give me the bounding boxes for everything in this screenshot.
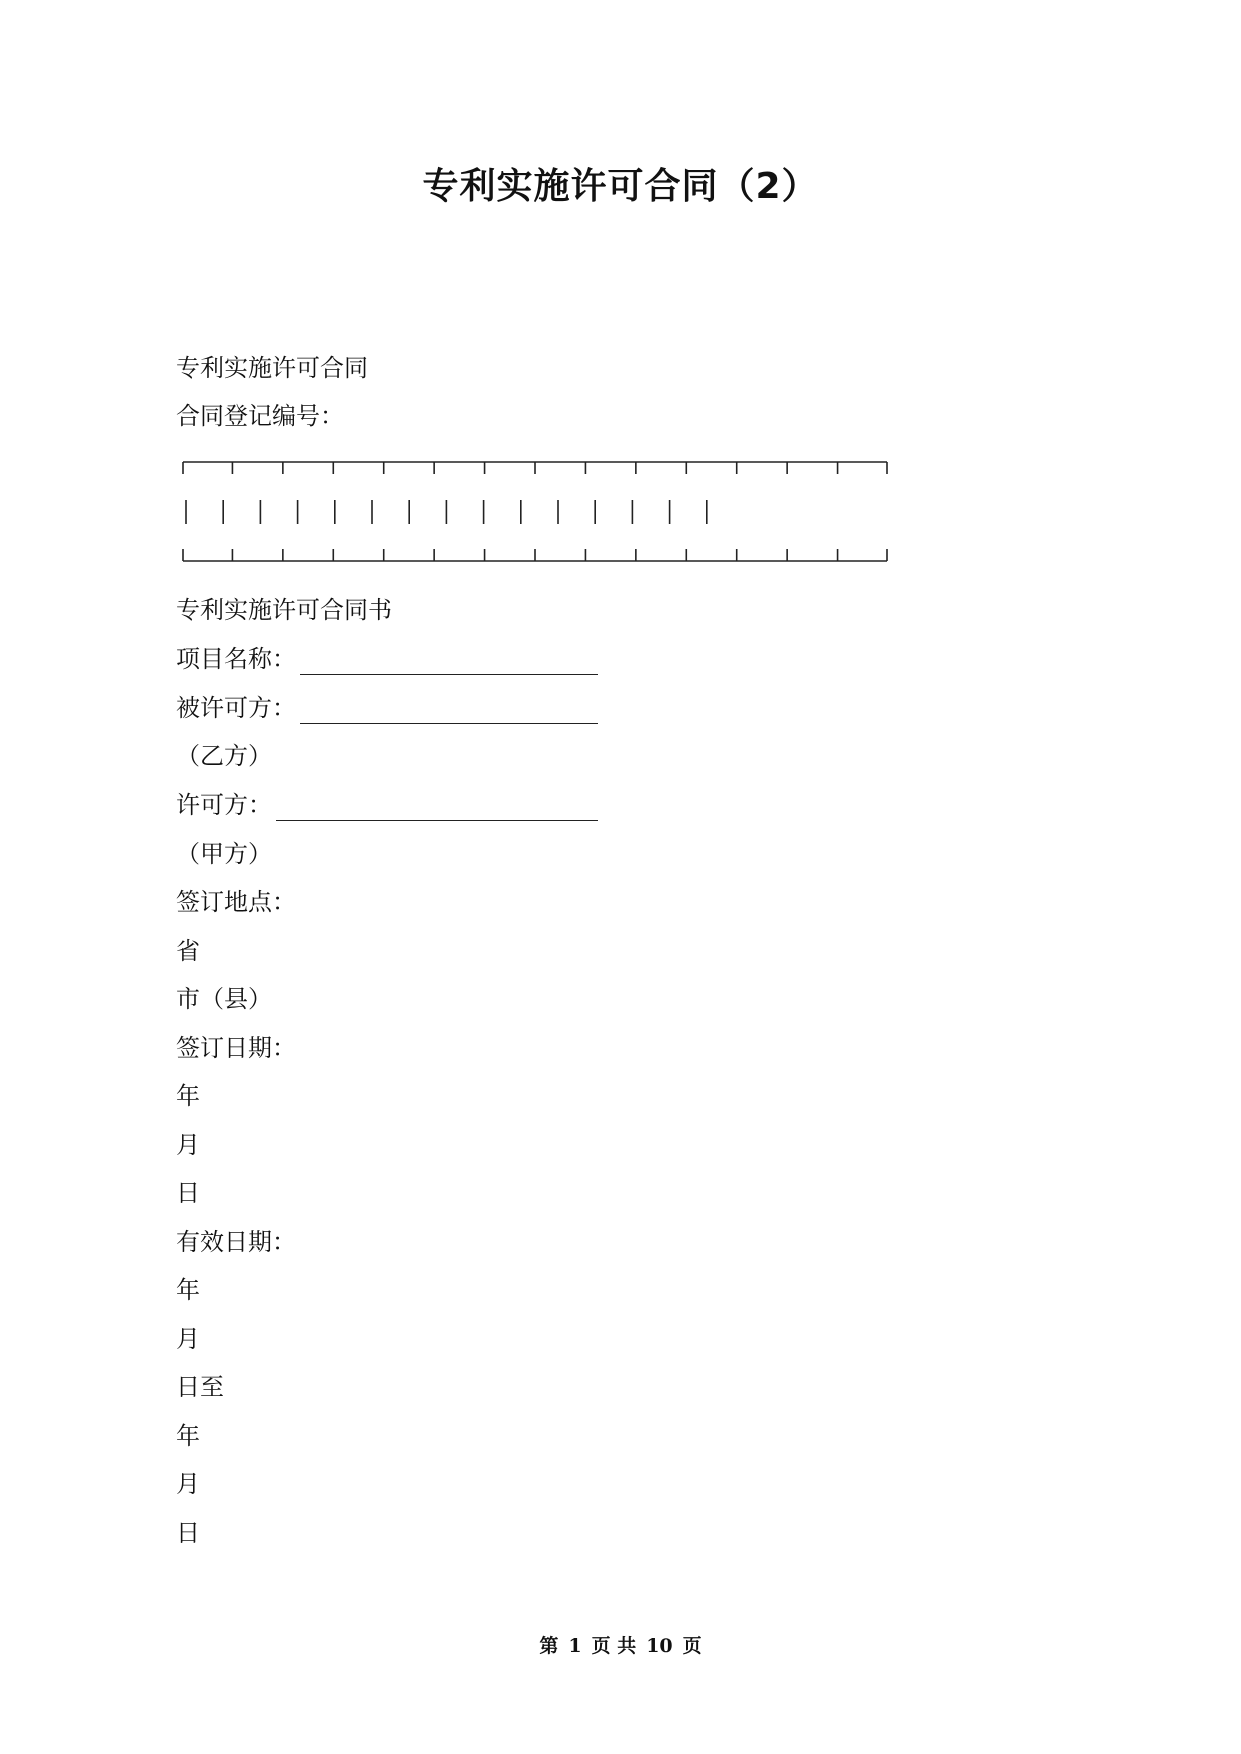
registration-number-grid	[182, 460, 888, 564]
sign-month-label: 月	[176, 1131, 200, 1159]
footer-prefix: 第	[539, 1635, 559, 1657]
project-name-label: 项目名称：	[176, 645, 296, 673]
footer-total-pages: 10	[646, 1635, 673, 1657]
footer-suffix: 页	[682, 1635, 702, 1657]
licensor-label: 许可方：	[176, 791, 272, 819]
valid-end-month-label: 月	[176, 1470, 200, 1498]
licensor-row	[176, 789, 598, 821]
valid-start-year-label: 年	[176, 1276, 200, 1304]
page-footer	[0, 1631, 1241, 1658]
valid-end-year-label: 年	[176, 1422, 200, 1450]
sign-place-label: 签订地点：	[176, 888, 296, 916]
contract-book-heading: 专利实施许可合同书	[176, 596, 392, 624]
city-label: 市（县）	[176, 985, 272, 1013]
project-name-row	[176, 643, 598, 675]
province-label: 省	[176, 937, 200, 965]
party-a-label: （甲方）	[176, 840, 272, 868]
footer-page-number: 1	[568, 1635, 582, 1657]
sign-date-label: 签订日期：	[176, 1034, 296, 1062]
valid-date-label: 有效日期：	[176, 1228, 296, 1256]
licensor-blank[interactable]	[276, 798, 598, 821]
contract-heading: 专利实施许可合同	[176, 354, 368, 382]
valid-start-month-label: 月	[176, 1325, 200, 1353]
licensee-blank[interactable]	[300, 701, 598, 724]
valid-end-day-label: 日	[176, 1519, 200, 1547]
sign-day-label: 日	[176, 1179, 200, 1207]
project-name-blank[interactable]	[300, 652, 598, 675]
registration-number-label: 合同登记编号：	[176, 402, 344, 430]
valid-start-day-to-label: 日至	[176, 1373, 224, 1401]
document-title: 专利实施许可合同（2）	[422, 166, 819, 207]
licensee-label: 被许可方：	[176, 694, 296, 722]
footer-mid: 页 共	[591, 1635, 637, 1657]
sign-year-label: 年	[176, 1082, 200, 1110]
party-b-label: （乙方）	[176, 742, 272, 770]
licensee-row	[176, 692, 598, 724]
